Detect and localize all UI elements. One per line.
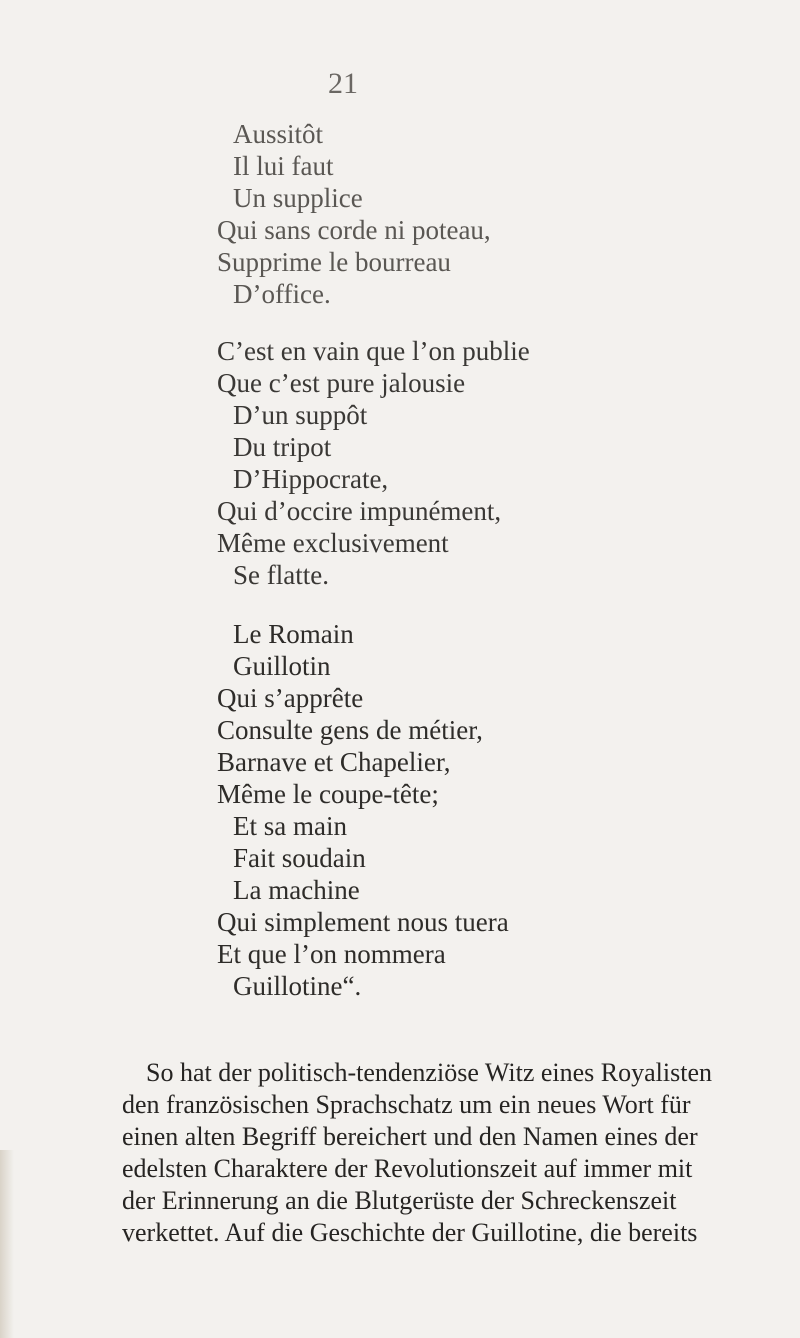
poem-line: Guillotine“.	[233, 971, 362, 1001]
poem-line: Qui sans corde ni poteau,	[217, 215, 491, 245]
poem-line: Qui d’occire impunément,	[217, 496, 502, 526]
poem-line: Consulte gens de métier,	[217, 715, 483, 745]
poem-line: D’un suppôt	[233, 400, 368, 430]
poem-line: D’Hippocrate,	[233, 464, 389, 494]
poem-line: Barnave et Chapelier,	[217, 747, 451, 777]
prose-line: verkettet. Auf die Geschichte der Guillotine, die bereits	[122, 1218, 698, 1247]
poem-line: Que c’est pure jalousie	[217, 368, 466, 398]
poem-line: La machine	[233, 875, 360, 905]
poem-line: Aussitôt	[233, 119, 324, 149]
poem-line: Supprime le bourreau	[217, 247, 451, 277]
poem-line: Du tripot	[233, 432, 332, 462]
page-edge-shadow	[0, 1150, 14, 1338]
poem-line: C’est en vain que l’on publie	[217, 336, 530, 366]
poem-line: Qui s’apprête	[217, 683, 364, 713]
poem-line: Fait soudain	[233, 843, 366, 873]
poem-line: Se flatte.	[233, 560, 329, 590]
poem-line: Même exclusivement	[217, 528, 449, 558]
page-number: 21	[328, 67, 358, 100]
poem-line: Un supplice	[233, 183, 363, 213]
prose-line: edelsten Charaktere der Revolutionszeit auf immer mit	[122, 1154, 693, 1183]
poem-line: Guillotin	[233, 651, 331, 681]
prose-line: den französischen Sprachschatz um ein neues Wort für	[122, 1090, 691, 1119]
prose-line: So hat der politisch-tendenziöse Witz eines Royalisten	[146, 1058, 713, 1087]
poem-line: Le Romain	[233, 619, 354, 649]
poem-line: Et sa main	[233, 811, 347, 841]
prose-line: einen alten Begriff bereichert und den Namen eines der	[122, 1122, 698, 1151]
poem-line: Il lui faut	[233, 151, 334, 181]
poem-line: D’office.	[233, 279, 331, 309]
prose-line: der Erinnerung an die Blutgerüste der Schreckenszeit	[122, 1186, 677, 1215]
poem-line: Même le coupe-tête;	[217, 779, 439, 809]
poem-line: Qui simplement nous tuera	[217, 907, 509, 937]
poem-line: Et que l’on nommera	[217, 939, 446, 969]
